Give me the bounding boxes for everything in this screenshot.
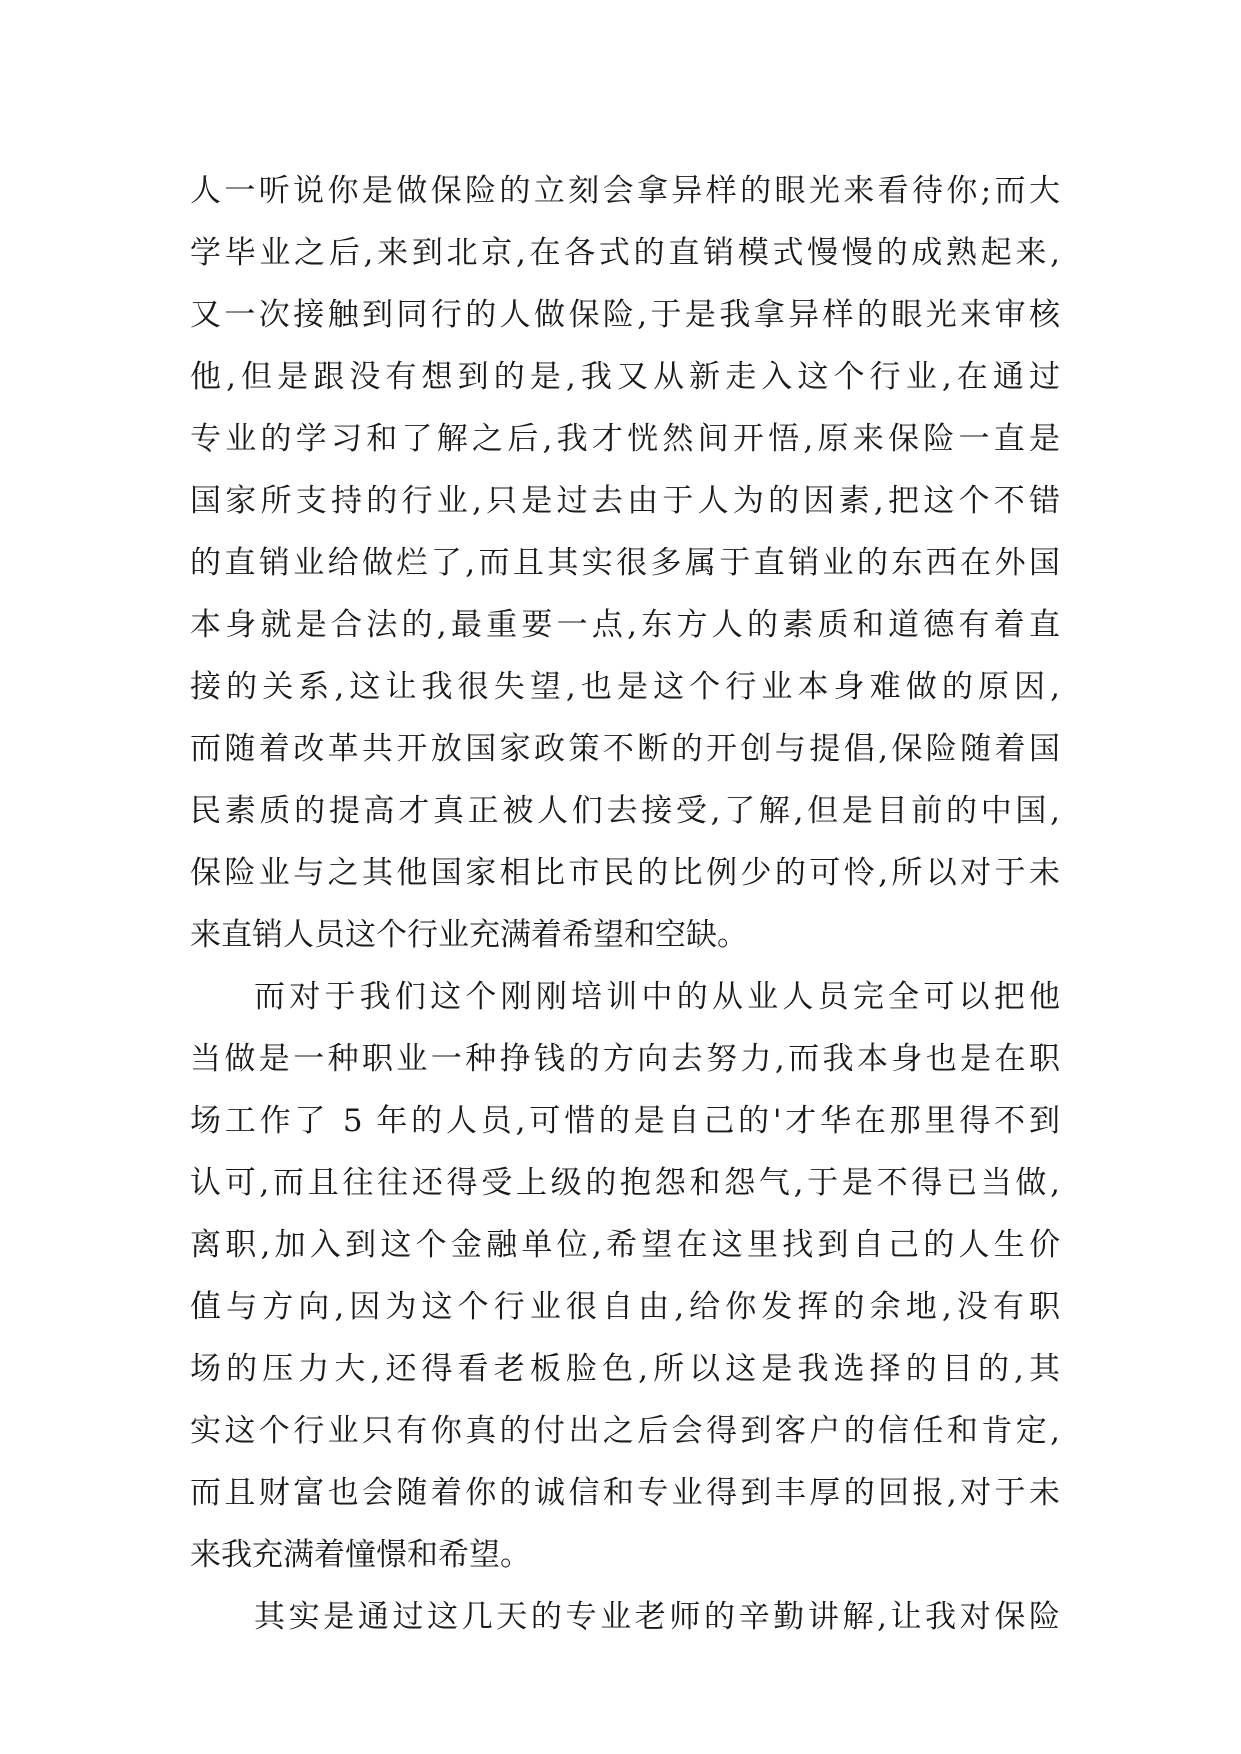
text-line: 离职,加入到这个金融单位,希望在这里找到自己的人生价 <box>190 1227 1060 1263</box>
text-line: 又一次接触到同行的人做保险,于是我拿异样的眼光来审核 <box>190 297 1060 333</box>
text-line: 认可,而且往往还得受上级的抱怨和怨气,于是不得已当做, <box>190 1165 1060 1201</box>
text-line: 而随着改革共开放国家政策不断的开创与提倡,保险随着国 <box>190 731 1060 767</box>
text-line: 实这个行业只有你真的付出之后会得到客户的信任和肯定, <box>190 1413 1060 1449</box>
text-line: 其实是通过这几天的专业老师的辛勤讲解,让我对保险 <box>254 1599 1060 1635</box>
paragraph-3 <box>190 1586 1060 1648</box>
paragraph-2 <box>190 966 1060 1586</box>
text-line: 来我充满着憧憬和希望。 <box>190 1537 531 1573</box>
text-line: 保险业与之其他国家相比市民的比例少的可怜,所以对于未 <box>190 855 1060 891</box>
text-line: 专业的学习和了解之后,我才恍然间开悟,原来保险一直是 <box>190 421 1060 457</box>
text-line: 接的关系,这让我很失望,也是这个行业本身难做的原因, <box>190 669 1060 705</box>
text-line: 的直销业给做烂了,而且其实很多属于直销业的东西在外国 <box>190 545 1060 581</box>
text-line: 来直销人员这个行业充满着希望和空缺。 <box>190 917 748 953</box>
text-line: 场工作了 5 年的人员,可惜的是自己的'才华在那里得不到 <box>190 1103 1060 1139</box>
text-line: 场的压力大,还得看老板脸色,所以这是我选择的目的,其 <box>190 1351 1060 1387</box>
text-line: 他,但是跟没有想到的是,我又从新走入这个行业,在通过 <box>190 359 1060 395</box>
text-line: 而且财富也会随着你的诚信和专业得到丰厚的回报,对于未 <box>190 1475 1060 1511</box>
text-line: 人一听说你是做保险的立刻会拿异样的眼光来看待你;而大 <box>190 173 1060 209</box>
document-body <box>190 160 1060 1648</box>
text-line: 本身就是合法的,最重要一点,东方人的素质和道德有着直 <box>190 607 1060 643</box>
text-line: 国家所支持的行业,只是过去由于人为的因素,把这个不错 <box>190 483 1060 519</box>
text-line: 民素质的提高才真正被人们去接受,了解,但是目前的中国, <box>190 793 1060 829</box>
text-line: 当做是一种职业一种挣钱的方向去努力,而我本身也是在职 <box>190 1041 1060 1077</box>
text-line: 学毕业之后,来到北京,在各式的直销模式慢慢的成熟起来, <box>190 235 1060 271</box>
paragraph-1 <box>190 160 1060 966</box>
text-line: 而对于我们这个刚刚培训中的从业人员完全可以把他 <box>254 979 1060 1015</box>
text-line: 值与方向,因为这个行业很自由,给你发挥的余地,没有职 <box>190 1289 1060 1325</box>
